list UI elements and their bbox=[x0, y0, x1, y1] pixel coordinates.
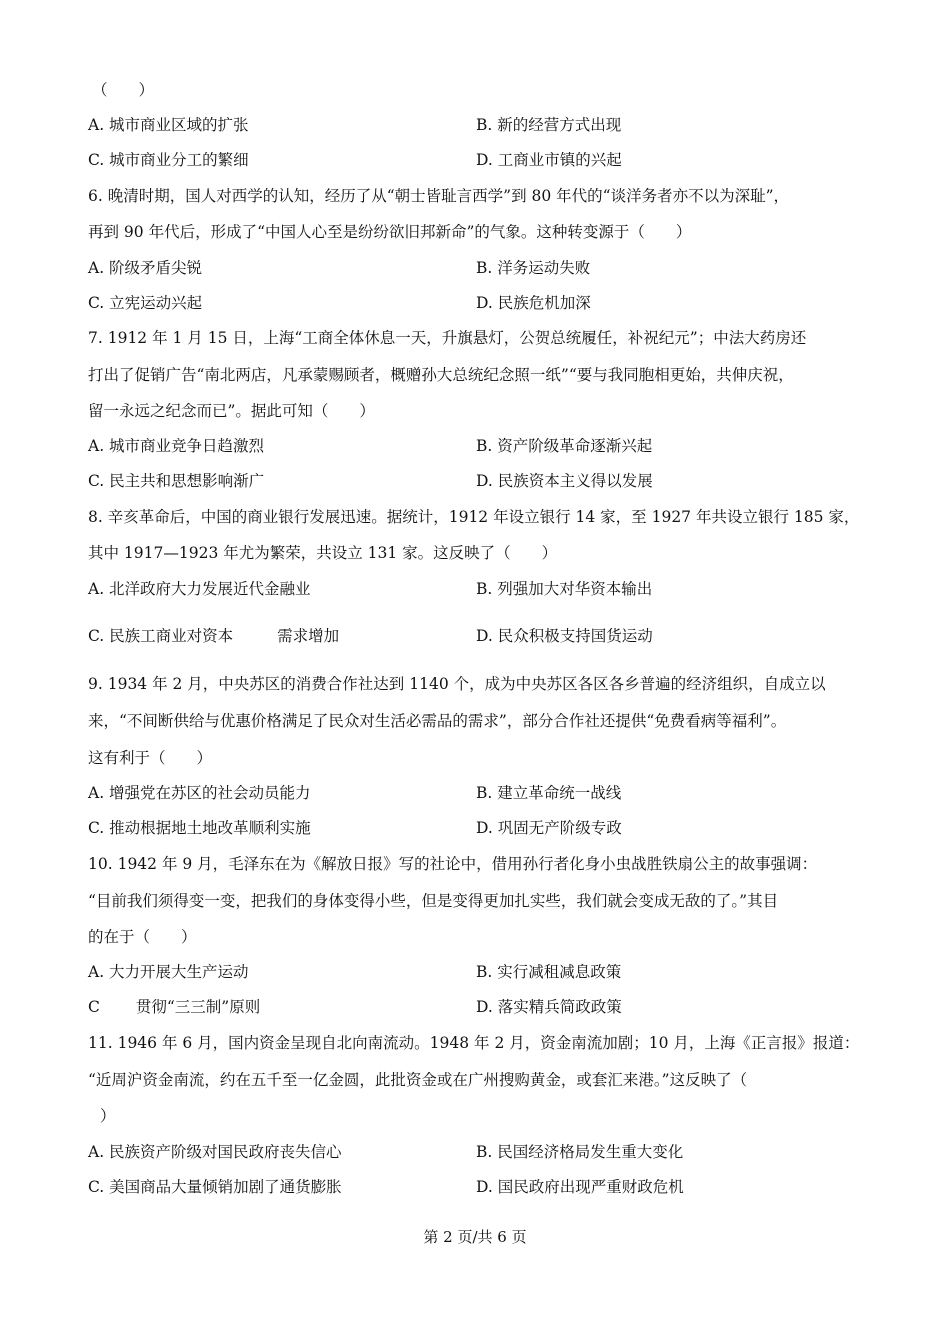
q6-stem-line-1: 6. 晚清时期，国人对西学的认知，经历了从“朝士皆耻言西学”到 80 年代的“谈洋务者亦不以为深耻”， bbox=[88, 187, 789, 205]
q7-option-d[interactable]: D. 民族资本主义得以发展 bbox=[476, 472, 653, 490]
q7-stem-line-1: 7. 1912 年 1 月 15 日，上海“工商全体休息一天，升旗悬灯，公贺总统履任，补祝纪元”；中法大药房还 bbox=[88, 329, 807, 347]
q8-option-d[interactable]: D. 民众积极支持国货运动 bbox=[476, 627, 653, 645]
q9-stem-line-2: 来，“不间断供给与优惠价格满足了民众对生活必需品的需求”，部分合作社还提供“免费看病等福利”。 bbox=[88, 712, 787, 730]
q10-option-b[interactable]: B. 实行减租减息政策 bbox=[476, 963, 622, 981]
q5-option-d[interactable]: D. 工商业市镇的兴起 bbox=[476, 151, 622, 169]
q10-stem-line-1: 10. 1942 年 9 月，毛泽东在为《解放日报》写的社论中，借用孙行者化身小虫战胜铁扇公主的故事强调： bbox=[88, 855, 818, 873]
q10-stem-line-3: 的在于（ ） bbox=[88, 928, 197, 946]
q8-option-b[interactable]: B. 列强加大对华资本输出 bbox=[476, 580, 653, 598]
q9-stem-line-3: 这有利于（ ） bbox=[88, 749, 213, 767]
q11-stem-line-2: “近周沪资金南流，约在五千至一亿金圆，此批资金或在广州搜购黄金，或套汇来港。”这反映了（ bbox=[88, 1071, 748, 1089]
q11-option-c[interactable]: C. 美国商品大量倾销加剧了通货膨胀 bbox=[88, 1178, 342, 1196]
q7-stem-line-3: 留一永远之纪念而已”。据此可知（ ） bbox=[88, 402, 375, 420]
q9-stem-line-1: 9. 1934 年 2 月，中央苏区的消费合作社达到 1140 个，成为中央苏区各区各乡普遍的经济组织，自成立以 bbox=[88, 675, 826, 693]
q11-option-b[interactable]: B. 民国经济格局发生重大变化 bbox=[476, 1143, 684, 1161]
q6-stem-line-2: 再到 90 年代后，形成了“中国人心至是纷纷欲旧邦新命”的气象。这种转变源于（ ） bbox=[88, 223, 692, 241]
q10-option-c-text: 贯彻“三三制”原则 bbox=[135, 998, 261, 1016]
q6-option-b[interactable]: B. 洋务运动失败 bbox=[476, 259, 591, 277]
q6-option-a[interactable]: A. 阶级矛盾尖锐 bbox=[88, 259, 203, 277]
q5-option-b[interactable]: B. 新的经营方式出现 bbox=[476, 116, 622, 134]
q5-bracket: （ ） bbox=[92, 81, 155, 99]
q9-option-b[interactable]: B. 建立革命统一战线 bbox=[476, 784, 622, 802]
q5-option-a[interactable]: A. 城市商业区域的扩张 bbox=[88, 116, 249, 134]
q8-option-c-part-2: 需求增加 bbox=[277, 627, 340, 645]
q9-option-c[interactable]: C. 推动根据地土地改革顺利实施 bbox=[88, 819, 311, 837]
page-footer: 第 2 页/共 6 页 bbox=[423, 1228, 527, 1246]
q10-option-d[interactable]: D. 落实精兵简政政策 bbox=[476, 998, 622, 1016]
q7-option-a[interactable]: A. 城市商业竞争日趋激烈 bbox=[88, 437, 265, 455]
q8-stem-line-2: 其中 1917—1923 年尤为繁荣，共设立 131 家。这反映了（ ） bbox=[88, 544, 558, 562]
q10-option-c-letter: C bbox=[88, 998, 100, 1016]
q7-stem-line-2: 打出了促销广告“南北两店，凡承蒙赐顾者，概赠孙大总统纪念照一纸”“要与我同胞相更始，共伸庆祝， bbox=[88, 366, 794, 384]
q9-option-a[interactable]: A. 增强党在苏区的社会动员能力 bbox=[88, 784, 311, 802]
q10-option-c[interactable] bbox=[88, 997, 260, 1017]
q8-option-c[interactable] bbox=[88, 626, 339, 646]
q9-option-d[interactable]: D. 巩固无产阶级专政 bbox=[476, 819, 622, 837]
q7-option-b[interactable]: B. 资产阶级革命逐渐兴起 bbox=[476, 437, 653, 455]
q11-option-d[interactable]: D. 国民政府出现严重财政危机 bbox=[476, 1178, 684, 1196]
q11-stem-line-3: ） bbox=[100, 1107, 116, 1125]
q11-option-a[interactable]: A. 民族资产阶级对国民政府丧失信心 bbox=[88, 1143, 342, 1161]
q10-stem-line-2: “目前我们须得变一变，把我们的身体变得小些，但是变得更加扎实些，我们就会变成无敌的了。”其目 bbox=[88, 892, 779, 910]
q6-option-d[interactable]: D. 民族危机加深 bbox=[476, 294, 591, 312]
q10-option-a[interactable]: A. 大力开展大生产运动 bbox=[88, 963, 249, 981]
q11-stem-line-1: 11. 1946 年 6 月，国内资金呈现自北向南流动。1948 年 2 月，资金南流加剧；10 月，上海《正言报》报道： bbox=[88, 1034, 860, 1052]
q7-option-c[interactable]: C. 民主共和思想影响渐广 bbox=[88, 472, 265, 490]
q8-option-a[interactable]: A. 北洋政府大力发展近代金融业 bbox=[88, 580, 311, 598]
q8-option-c-part-1: C. 民族工商业对资本 bbox=[88, 627, 234, 645]
q6-option-c[interactable]: C. 立宪运动兴起 bbox=[88, 294, 203, 312]
q8-stem-line-1: 8. 辛亥革命后，中国的商业银行发展迅速。据统计，1912 年设立银行 14 家，至 1927 年共设立银行 185 家， bbox=[88, 508, 860, 526]
q5-option-c[interactable]: C. 城市商业分工的繁细 bbox=[88, 151, 249, 169]
